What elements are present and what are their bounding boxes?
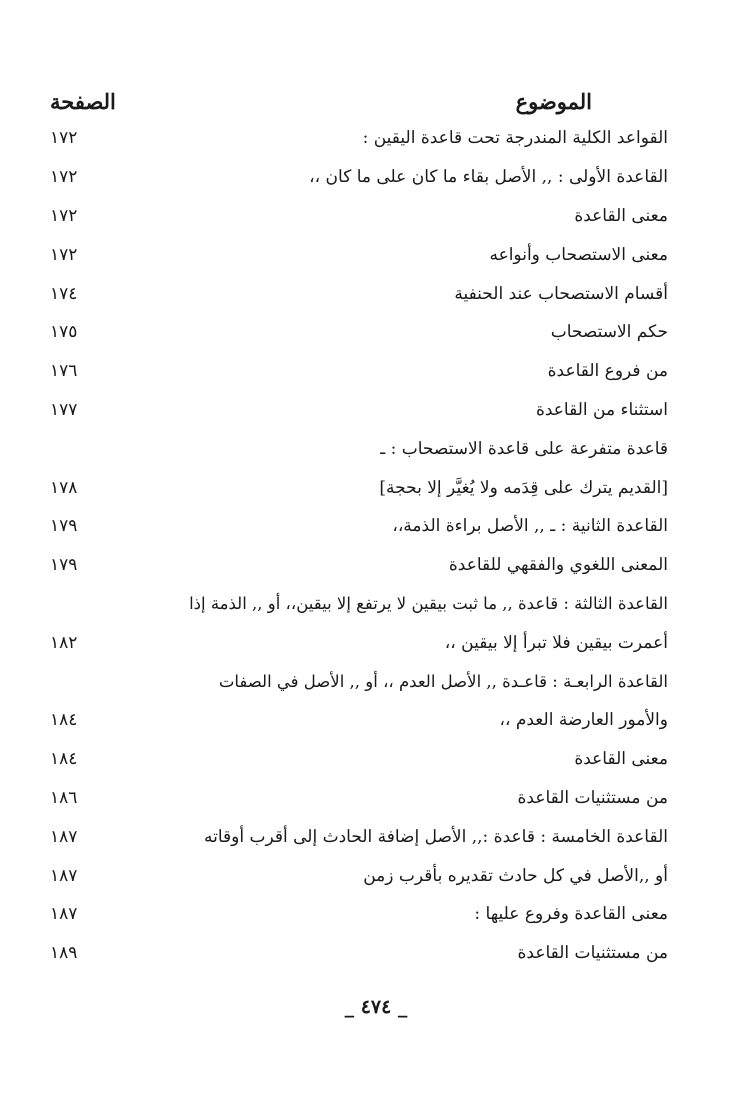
toc-entry [50,352,668,391]
toc-topic: أو ,,الأصل في كل حادث تقديره بأقرب زمن [363,865,668,886]
toc-entry [50,934,668,973]
toc-page-number: ١٧٨ [50,477,78,498]
toc-topic: معنى القاعدة وفروع عليها : [474,904,668,925]
toc-entry [50,546,668,585]
toc-topic: المعنى اللغوي والفقهي للقاعدة [448,555,668,576]
toc-entry [50,895,668,934]
toc-page-number: ١٨٦ [50,787,78,808]
toc-page-number: ١٧٤ [50,283,78,304]
toc-page-number: ١٨٢ [50,632,78,653]
toc-page-number: ١٨٧ [50,865,78,886]
table-of-contents [50,119,668,973]
toc-page-number: ١٧٩ [50,516,78,537]
toc-page-number: ١٨٧ [50,904,78,925]
toc-page-number: ١٨٤ [50,710,78,731]
toc-page-number: ١٧٢ [50,167,78,188]
toc-topic: القاعدة الثالثة : قاعدة ,, ما ثبت بيقين لا يرتفع إلا بيقين،، أو ,, الذمة إذا [189,594,668,614]
toc-page-number: ١٧٢ [50,128,78,149]
toc-entry [50,313,668,352]
toc-topic: [القديم يترك على قِدَمه ولا يُغيَّر إلا بحجة] [379,477,668,498]
toc-topic: حكم الاستصحاب [550,322,668,343]
toc-entry [50,391,668,430]
toc-entry [50,507,668,546]
toc-page-number: ١٧٢ [50,244,78,265]
toc-topic: أعمرت بيقين فلا تبرأ إلا بيقين ،، [444,632,668,653]
toc-topic: معنى القاعدة [574,749,668,770]
toc-topic: معنى القاعدة [574,205,668,226]
toc-topic: والأمور العارضة العدم ،، [499,710,668,731]
page-number: _ ٤٧٤ _ [344,996,408,1018]
toc-page-number: ١٧٩ [50,555,78,576]
toc-entry [50,740,668,779]
page-column-header: الصفحة [50,88,116,114]
toc-topic: القاعدة الرابعـة : قاعـدة ,, الأصل العدم ،، أو ,, الأصل في الصفات [218,672,668,692]
toc-entry [50,623,668,662]
toc-entry [50,429,668,468]
toc-topic: معنى الاستصحاب وأنواعه [489,244,668,265]
toc-page-number: ١٧٦ [50,361,78,382]
table-header [50,84,592,118]
toc-page-number: ١٧٧ [50,399,78,420]
toc-topic: القاعدة الخامسة : قاعدة :,, الأصل إضافة الحادث إلى أقرب أوقاته [203,826,668,847]
toc-entry [50,119,668,158]
toc-entry [50,701,668,740]
toc-entry [50,662,668,701]
toc-entry [50,817,668,856]
toc-topic: من مستثنيات القاعدة [517,943,668,964]
toc-topic: القاعدة الأولى : ,, الأصل بقاء ما كان على ما كان ،، [309,167,668,188]
toc-entry [50,585,668,624]
toc-entry [50,856,668,895]
toc-page-number: ١٨٧ [50,826,78,847]
toc-topic: أقسام الاستصحاب عند الحنفية [454,283,668,304]
toc-entry [50,274,668,313]
topic-column-header: الموضوع [515,88,592,114]
toc-topic: من فروع القاعدة [547,361,668,382]
toc-page-number: ١٨٩ [50,943,78,964]
toc-topic: قاعدة متفرعة على قاعدة الاستصحاب : ـ [380,438,668,459]
toc-topic: القواعد الكلية المندرجة تحت قاعدة اليقين : [362,128,668,149]
toc-topic: القاعدة الثانية : ـ ,, الأصل براءة الذمة،، [392,516,668,537]
toc-entry [50,779,668,818]
toc-topic: استثناء من القاعدة [535,399,668,420]
toc-entry [50,197,668,236]
toc-entry [50,468,668,507]
toc-page-number: ١٧٢ [50,205,78,226]
toc-entry [50,235,668,274]
toc-page-number: ١٨٤ [50,749,78,770]
toc-topic: من مستثنيات القاعدة [517,787,668,808]
toc-entry [50,158,668,197]
toc-page-number: ١٧٥ [50,322,78,343]
